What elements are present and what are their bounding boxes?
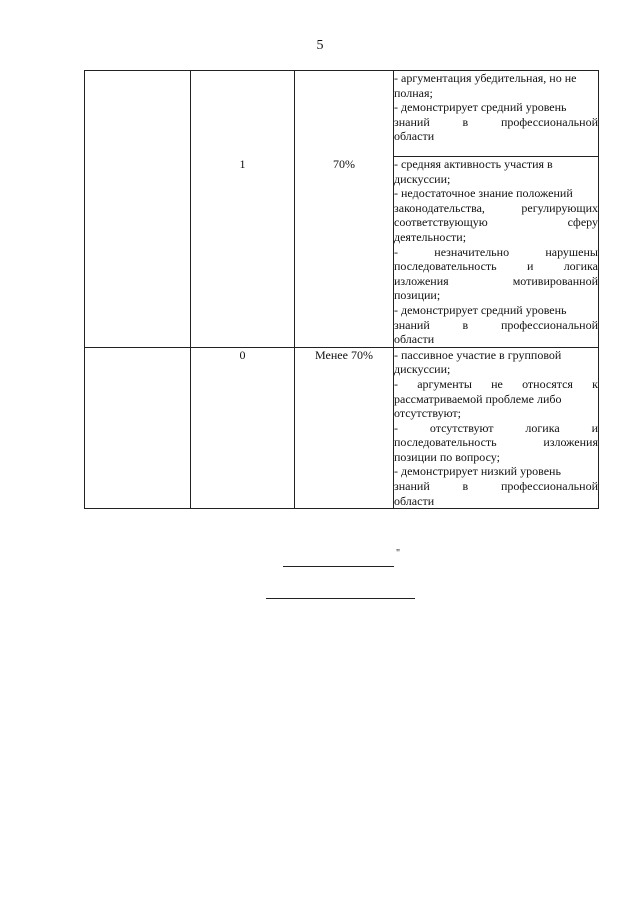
word: последовательность xyxy=(394,259,497,274)
word: к xyxy=(592,376,598,391)
word: и xyxy=(526,259,534,274)
criteria-line: области xyxy=(394,493,435,508)
criteria-line: - недостаточное знание положений xyxy=(394,186,573,201)
criteria-line: отсутствуют; xyxy=(394,406,462,421)
word: профессиональной xyxy=(500,479,598,494)
criteria-line: - пассивное участие в групповой xyxy=(394,347,562,362)
criteria-line: области xyxy=(394,129,435,144)
criteria-line xyxy=(394,479,598,494)
criteria-line xyxy=(394,259,598,274)
word: - xyxy=(394,244,398,259)
divider-line xyxy=(266,598,415,599)
word: и xyxy=(591,420,598,435)
word: в xyxy=(462,479,469,494)
criteria-line xyxy=(394,421,598,436)
word: нарушены xyxy=(545,244,598,259)
table-row xyxy=(85,347,599,509)
criteria-line xyxy=(394,435,598,450)
word: законодательства, xyxy=(394,200,485,215)
assessment-table xyxy=(84,70,599,509)
criteria-line: позиции; xyxy=(394,288,441,303)
criteria-line: - демонстрирует средний уровень xyxy=(394,100,567,115)
criteria-cell xyxy=(394,347,599,509)
word: логика xyxy=(525,420,560,435)
criteria-line: - средняя активность участия в xyxy=(394,157,553,171)
word: знаний xyxy=(394,317,430,332)
word: относятся xyxy=(522,376,573,391)
criteria-line xyxy=(394,245,598,260)
table-row xyxy=(85,71,599,157)
word: аргументы xyxy=(417,376,472,391)
criteria-line: области xyxy=(394,332,435,347)
score-cell: 1 xyxy=(191,157,295,348)
closing-quote-mark: " xyxy=(396,548,401,559)
criteria-line: дискуссии; xyxy=(394,171,451,186)
criteria-cell xyxy=(394,71,599,157)
criteria-cell xyxy=(394,157,599,348)
word: - xyxy=(394,420,398,435)
score-cell: 0 xyxy=(191,347,295,509)
criteria-line: позиции по вопросу; xyxy=(394,449,500,464)
word: последовательность xyxy=(394,435,497,450)
word: - xyxy=(394,376,398,391)
word: незначительно xyxy=(434,244,510,259)
criteria-line xyxy=(394,215,598,230)
category-cell xyxy=(85,347,191,509)
page-number: 5 xyxy=(316,38,324,53)
criteria-line: дискуссии; xyxy=(394,362,451,377)
percent-cell xyxy=(295,71,394,157)
word: не xyxy=(491,376,503,391)
word: в xyxy=(462,317,469,332)
word: мотивированной xyxy=(512,273,598,288)
criteria-line xyxy=(394,115,598,130)
criteria-line: - демонстрирует низкий уровень xyxy=(394,464,561,479)
word: логика xyxy=(563,259,598,274)
criteria-line xyxy=(394,377,598,392)
criteria-line: - демонстрирует средний уровень xyxy=(394,302,567,317)
word: регулирующих xyxy=(521,200,598,215)
criteria-line: - аргументация убедительная, но не xyxy=(394,71,577,85)
criteria-line: деятельности; xyxy=(394,229,467,244)
category-cell xyxy=(85,71,191,348)
word: профессиональной xyxy=(500,317,598,332)
criteria-line xyxy=(394,274,598,289)
criteria-line: полная; xyxy=(394,85,433,100)
criteria-line: рассматриваемой проблеме либо xyxy=(394,391,562,406)
word: знаний xyxy=(394,479,430,494)
word: в xyxy=(462,114,469,129)
criteria-line xyxy=(394,201,598,216)
word: изложения xyxy=(543,435,598,450)
word: изложения xyxy=(394,273,449,288)
word: знаний xyxy=(394,114,430,129)
percent-cell: 70% xyxy=(295,157,394,348)
percent-cell: Менее 70% xyxy=(295,347,394,509)
word: соответствующую xyxy=(394,215,488,230)
score-cell xyxy=(191,71,295,157)
word: сферу xyxy=(567,215,598,230)
divider-line xyxy=(283,566,394,567)
word: профессиональной xyxy=(500,114,598,129)
word: отсутствуют xyxy=(429,420,494,435)
criteria-line xyxy=(394,318,598,333)
